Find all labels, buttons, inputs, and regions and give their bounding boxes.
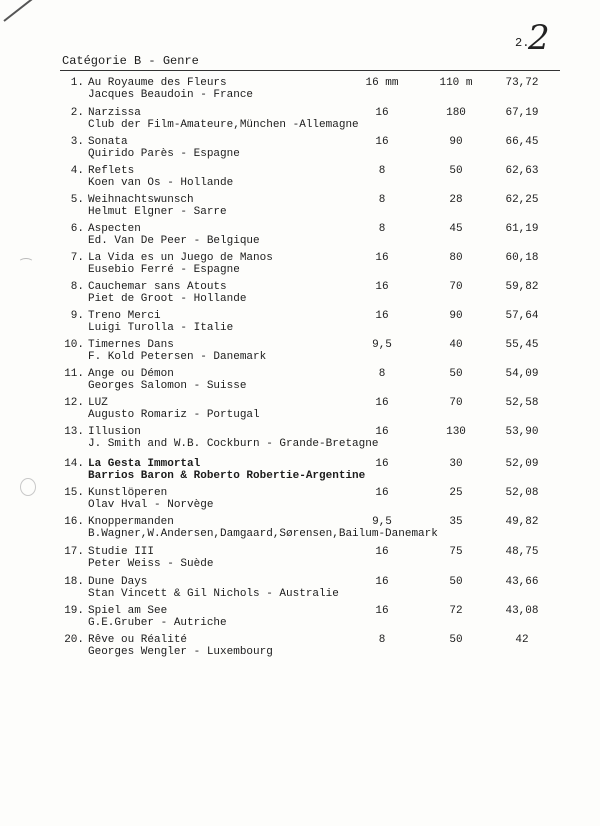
film-length: 75	[449, 546, 463, 558]
film-score: 42	[515, 634, 529, 646]
film-score: 57,64	[505, 310, 539, 322]
film-length: 35	[449, 516, 463, 528]
film-title: Dune Days	[88, 576, 148, 588]
film-author: Helmut Elgner - Sarre	[88, 206, 227, 218]
film-format: 16	[375, 252, 389, 264]
film-score: 43,08	[505, 605, 539, 617]
film-length: 45	[449, 223, 463, 235]
film-author: Georges Wengler - Luxembourg	[88, 646, 273, 658]
list-item	[0, 576, 600, 604]
list-item	[0, 339, 600, 367]
entry-number: 8.	[70, 281, 84, 293]
film-format: 8	[378, 194, 386, 206]
film-format: 16	[375, 546, 389, 558]
film-title: Narzissa	[88, 107, 141, 119]
film-format: 16 mm	[365, 77, 399, 89]
film-format: 8	[378, 165, 386, 177]
list-item	[0, 252, 600, 280]
film-title: LUZ	[88, 397, 108, 409]
entry-number: 4.	[70, 165, 84, 177]
film-title: Ange ou Démon	[88, 368, 174, 380]
film-title: La Gesta Immortal	[88, 458, 201, 470]
film-author: B.Wagner,W.Andersen,Damgaard,Sørensen,Bailum-Danemark	[88, 528, 438, 540]
list-item	[0, 634, 600, 662]
film-title: Cauchemar sans Atouts	[88, 281, 227, 293]
list-item	[0, 194, 600, 222]
film-length: 50	[449, 165, 463, 177]
film-title: Aspecten	[88, 223, 141, 235]
film-format: 16	[375, 310, 389, 322]
film-score: 48,75	[505, 546, 539, 558]
film-title: Au Royaume des Fleurs	[88, 77, 227, 89]
film-title: Reflets	[88, 165, 135, 177]
film-title: Rêve ou Réalité	[88, 634, 188, 646]
film-length: 28	[449, 194, 463, 206]
film-author: J. Smith and W.B. Cockburn - Grande-Bretagne	[88, 438, 379, 450]
film-score: 73,72	[505, 77, 539, 89]
film-author: Olav Hval - Norvège	[88, 499, 214, 511]
film-author: Koen van Os - Hollande	[88, 177, 234, 189]
film-length: 90	[449, 310, 463, 322]
film-format: 16	[375, 426, 389, 438]
film-format: 16	[375, 397, 389, 409]
film-score: 52,58	[505, 397, 539, 409]
film-score: 62,63	[505, 165, 539, 177]
film-format: 16	[375, 605, 389, 617]
entry-number: 18.	[64, 576, 84, 588]
entry-number: 13.	[64, 426, 84, 438]
list-item	[0, 487, 600, 515]
film-title: Illusion	[88, 426, 141, 438]
film-author: F. Kold Petersen - Danemark	[88, 351, 267, 363]
entry-number: 14.	[64, 458, 84, 470]
film-score: 55,45	[505, 339, 539, 351]
film-format: 9,5	[372, 339, 392, 351]
film-format: 8	[378, 223, 386, 235]
film-length: 70	[449, 397, 463, 409]
film-author: Jacques Beaudoin - France	[88, 89, 254, 101]
film-length: 50	[449, 634, 463, 646]
film-score: 60,18	[505, 252, 539, 264]
list-item	[0, 458, 600, 486]
film-author: Georges Salomon - Suisse	[88, 380, 247, 392]
entry-number: 3.	[70, 136, 84, 148]
film-score: 49,82	[505, 516, 539, 528]
film-length: 110 m	[439, 77, 473, 89]
film-title: Kunstlöperen	[88, 487, 168, 499]
film-score: 54,09	[505, 368, 539, 380]
film-title: Knoppermanden	[88, 516, 174, 528]
film-author: Quirido Parès - Espagne	[88, 148, 240, 160]
list-item	[0, 136, 600, 164]
film-format: 16	[375, 107, 389, 119]
film-length: 72	[449, 605, 463, 617]
category-heading: Catégorie B - Genre	[62, 54, 199, 68]
film-format: 8	[378, 368, 386, 380]
entry-number: 19.	[64, 605, 84, 617]
film-score: 66,45	[505, 136, 539, 148]
film-length: 180	[446, 107, 466, 119]
list-item	[0, 605, 600, 633]
film-title: La Vida es un Juego de Manos	[88, 252, 273, 264]
list-item	[0, 397, 600, 425]
film-format: 9,5	[372, 516, 392, 528]
film-format: 16	[375, 281, 389, 293]
list-item	[0, 107, 600, 135]
film-title: Sonata	[88, 136, 128, 148]
film-title: Treno Merci	[88, 310, 161, 322]
film-length: 50	[449, 576, 463, 588]
film-author: Eusebio Ferré - Espagne	[88, 264, 240, 276]
film-title: Studie III	[88, 546, 155, 558]
film-length: 25	[449, 487, 463, 499]
film-score: 52,08	[505, 487, 539, 499]
film-score: 59,82	[505, 281, 539, 293]
film-author: G.E.Gruber - Autriche	[88, 617, 227, 629]
film-author: Luigi Turolla - Italie	[88, 322, 234, 334]
film-format: 8	[378, 634, 386, 646]
entry-number: 20.	[64, 634, 84, 646]
film-format: 16	[375, 487, 389, 499]
film-score: 43,66	[505, 576, 539, 588]
entry-number: 6.	[70, 223, 84, 235]
entry-number: 2.	[70, 107, 84, 119]
film-length: 40	[449, 339, 463, 351]
film-score: 52,09	[505, 458, 539, 470]
entry-number: 7.	[70, 252, 84, 264]
film-length: 90	[449, 136, 463, 148]
entry-number: 1.	[70, 77, 84, 89]
entry-number: 16.	[64, 516, 84, 528]
list-item	[0, 165, 600, 193]
entry-number: 17.	[64, 546, 84, 558]
film-length: 80	[449, 252, 463, 264]
entry-number: 10.	[64, 339, 84, 351]
film-format: 16	[375, 458, 389, 470]
list-item	[0, 223, 600, 251]
entry-number: 5.	[70, 194, 84, 206]
list-item	[0, 77, 600, 105]
film-score: 53,90	[505, 426, 539, 438]
list-item	[0, 426, 600, 454]
list-item	[0, 516, 600, 544]
film-length: 50	[449, 368, 463, 380]
entry-number: 9.	[70, 310, 84, 322]
entry-number: 15.	[64, 487, 84, 499]
film-author: Club der Film-Amateure,München -Allemagne	[88, 119, 359, 131]
entry-number: 12.	[64, 397, 84, 409]
film-length: 30	[449, 458, 463, 470]
film-author: Peter Weiss - Suède	[88, 558, 214, 570]
film-length: 130	[446, 426, 466, 438]
film-score: 67,19	[505, 107, 539, 119]
list-item	[0, 546, 600, 574]
list-item	[0, 368, 600, 396]
film-author: Stan Vincett & Gil Nichols - Australie	[88, 588, 339, 600]
handwritten-page-number: 2	[528, 18, 550, 58]
film-author: Augusto Romariz - Portugal	[88, 409, 260, 421]
film-author: Piet de Groot - Hollande	[88, 293, 247, 305]
entry-number: 11.	[64, 368, 84, 380]
film-author: Barrios Baron & Roberto Robertie-Argentine	[88, 470, 366, 482]
list-item	[0, 310, 600, 338]
film-format: 16	[375, 576, 389, 588]
film-title: Spiel am See	[88, 605, 168, 617]
film-title: Weihnachtswunsch	[88, 194, 194, 206]
list-item	[0, 281, 600, 309]
film-author: Ed. Van De Peer - Belgique	[88, 235, 260, 247]
film-score: 62,25	[505, 194, 539, 206]
film-score: 61,19	[505, 223, 539, 235]
film-title: Timernes Dans	[88, 339, 174, 351]
page-number: 2.	[515, 36, 530, 50]
film-format: 16	[375, 136, 389, 148]
film-length: 70	[449, 281, 463, 293]
